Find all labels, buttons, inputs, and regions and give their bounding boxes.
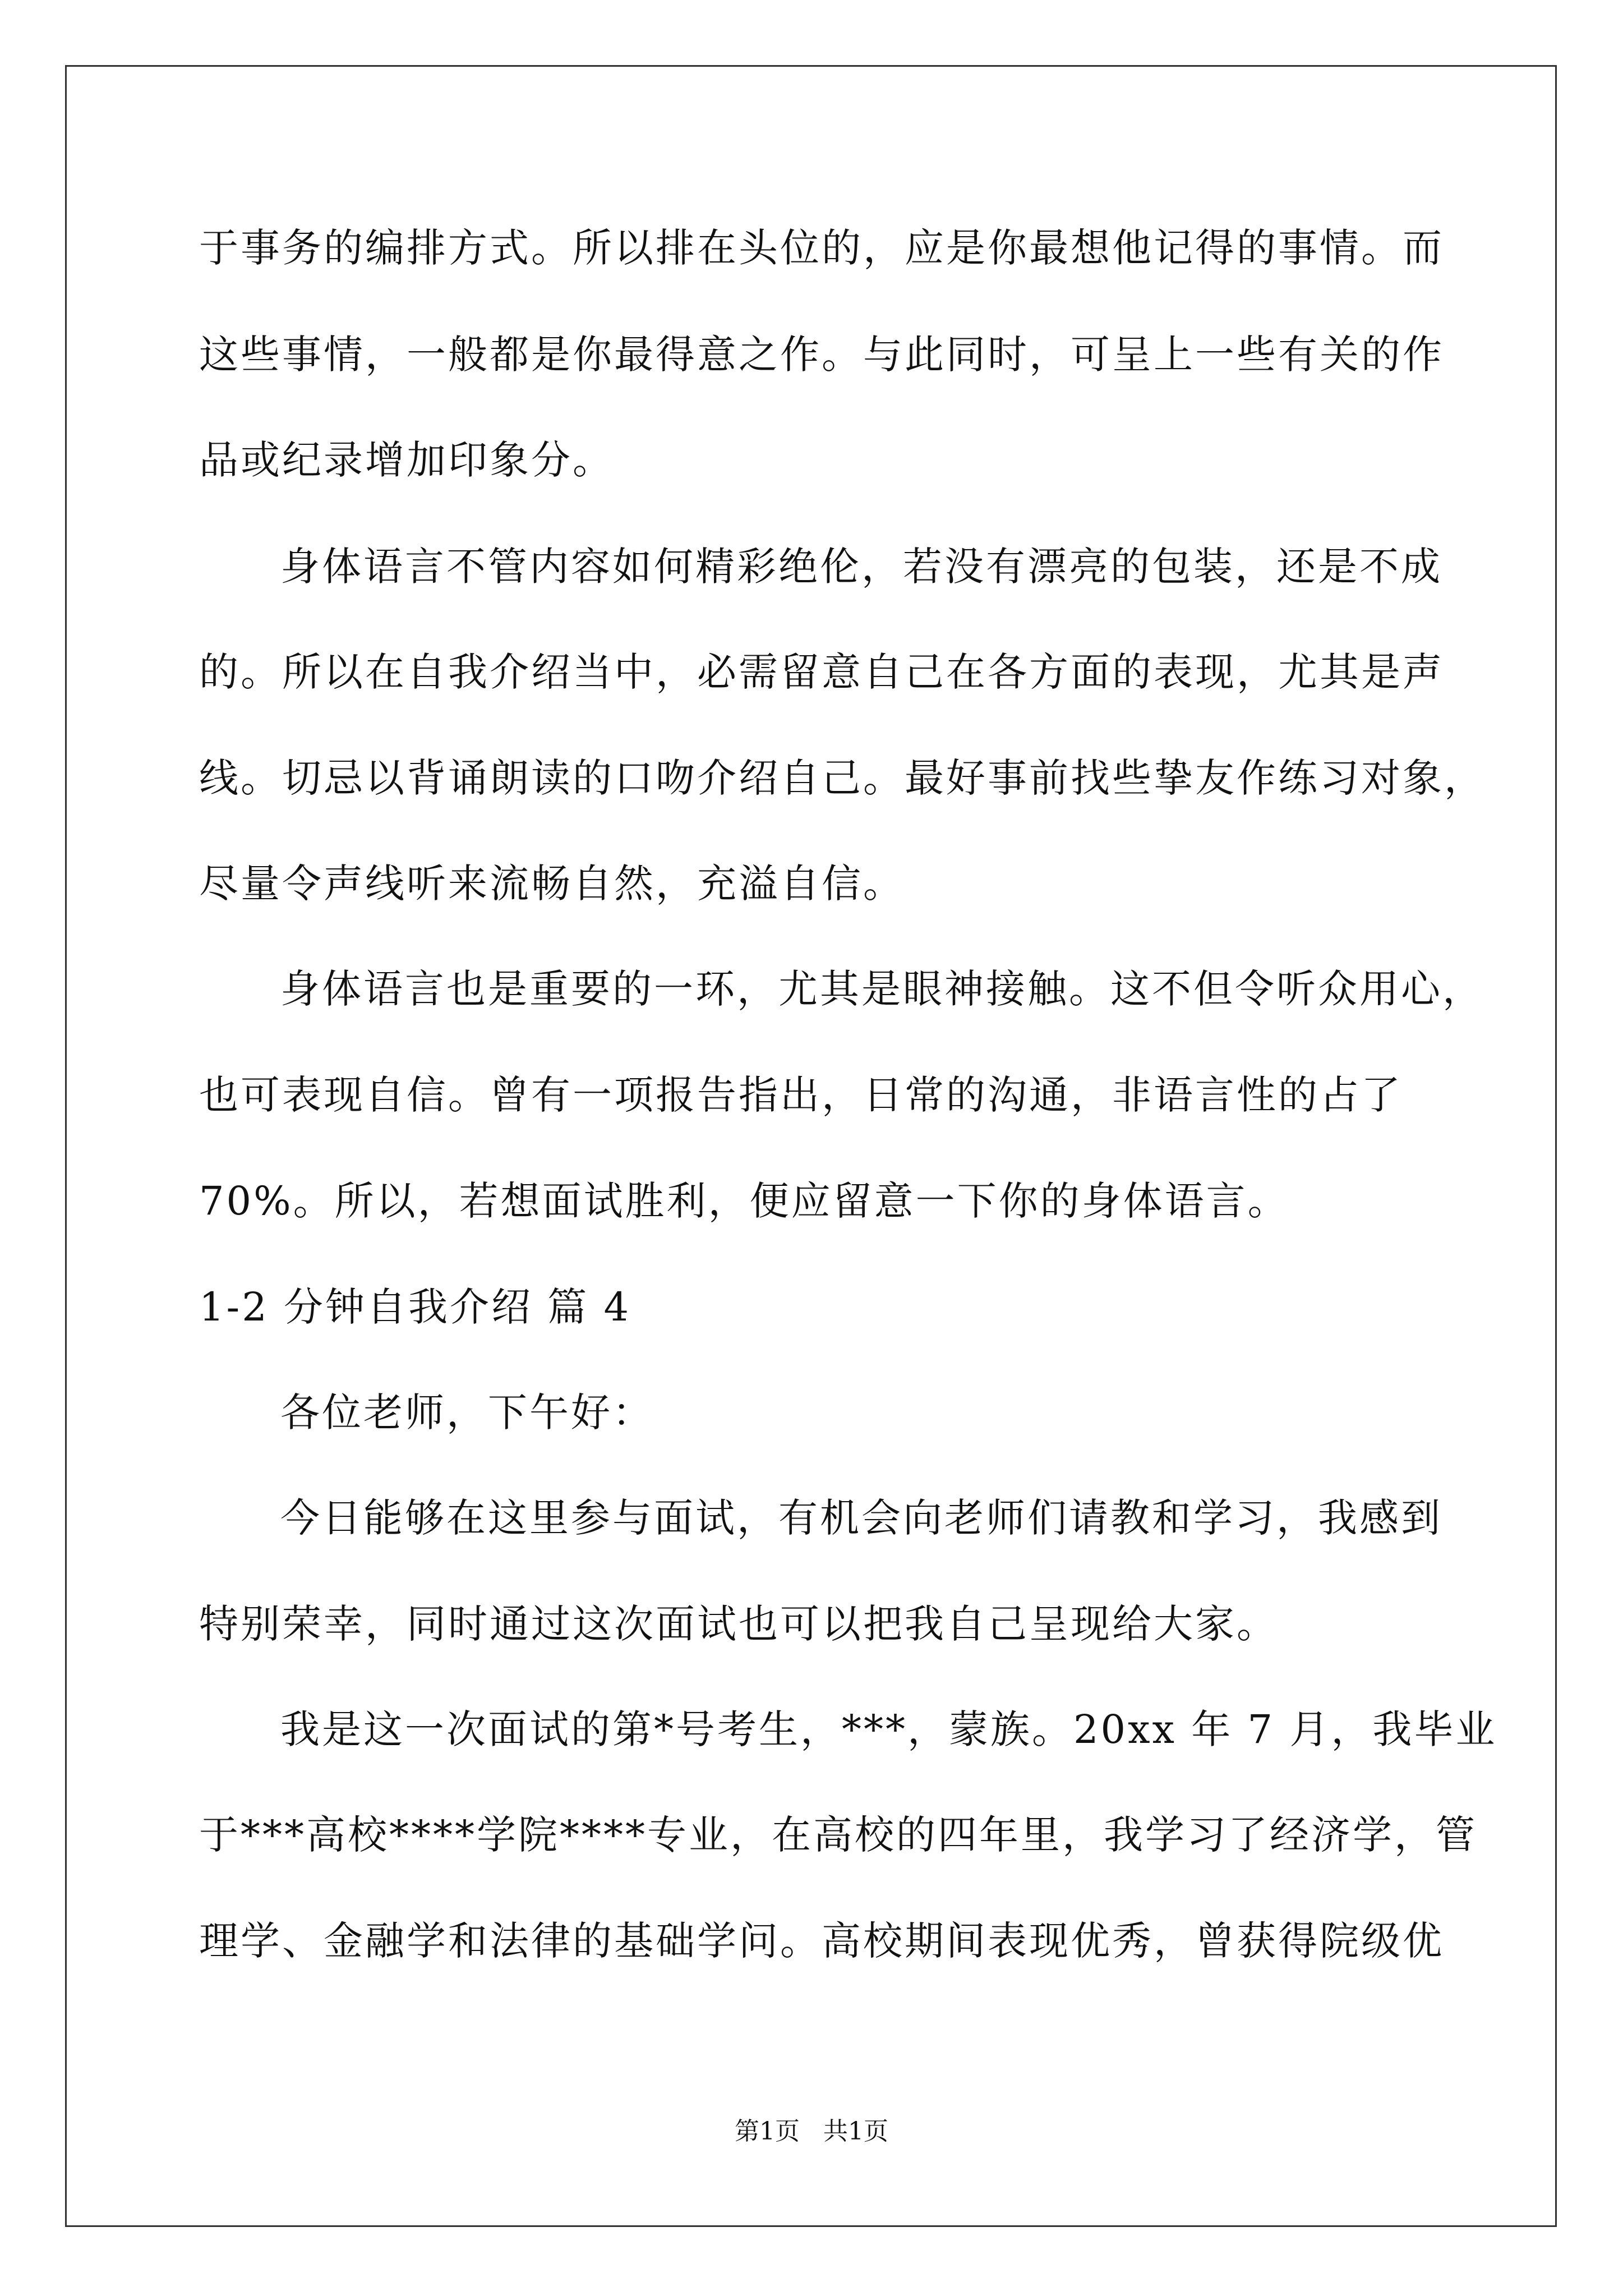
text-line: 尽量令声线听来流畅自然，充溢自信。 (199, 861, 905, 907)
page-border (65, 65, 1557, 2227)
section-heading: 1-2 分钟自我介绍 篇 4 (199, 1284, 631, 1330)
text-line: 70%。所以，若想面试胜利，便应留意一下你的身体语言。 (199, 1178, 1289, 1224)
text-line: 于***高校****学院****专业，在高校的四年里，我学习了经济学，管 (199, 1812, 1477, 1858)
page-footer: 第1页 共1页 (735, 2117, 888, 2146)
greeting-line: 各位老师，下午好： (280, 1389, 654, 1435)
paragraph-first-line: 身体语言不管内容如何精彩绝伦，若没有漂亮的包装，还是不成 (280, 544, 1442, 590)
text-line: 品或纪录增加印象分。 (199, 437, 614, 483)
text-line: 也可表现自信。曾有一项报告指出，日常的沟通，非语言性的占了 (199, 1072, 1403, 1118)
text-line: 这些事情，一般都是你最得意之作。与此同时，可呈上一些有关的作 (199, 332, 1444, 378)
text-line: 于事务的编排方式。所以排在头位的，应是你最想他记得的事情。而 (199, 225, 1444, 271)
paragraph-first-line: 今日能够在这里参与面试，有机会向老师们请教和学习，我感到 (280, 1495, 1442, 1541)
paragraph-first-line: 我是这一次面试的第*号考生，***，蒙族。20xx 年 7 月，我毕业 (280, 1706, 1497, 1752)
text-line: 理学、金融学和法律的基础学问。高校期间表现优秀，曾获得院级优 (199, 1918, 1444, 1964)
text-line: 的。所以在自我介绍当中，必需留意自己在各方面的表现，尤其是声 (199, 649, 1444, 695)
text-line: 线。切忌以背诵朗读的口吻介绍自己。最好事前找些挚友作练习对象， (199, 755, 1486, 801)
text-line: 特别荣幸，同时通过这次面试也可以把我自己呈现给大家。 (199, 1601, 1278, 1647)
paragraph-first-line: 身体语言也是重要的一环，尤其是眼神接触。这不但令听众用心， (280, 966, 1484, 1012)
